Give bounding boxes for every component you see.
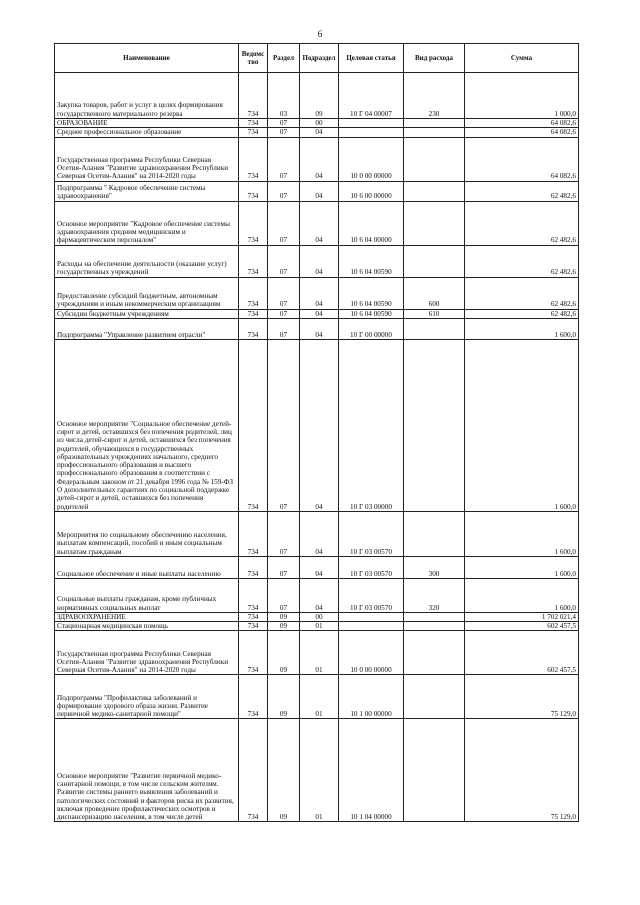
cell-name: Государственная программа Республики Северная Осетия-Алания "Развитие здравоохранения Республики Северная Осетия-Алания" на 2014-2020 годы <box>55 137 239 181</box>
cell-podrazdel: 04 <box>300 137 339 181</box>
header-summa: Сумма <box>465 44 579 73</box>
cell-podrazdel: 01 <box>300 631 339 675</box>
cell-name: Основное мероприятие "Развитие первичной медико-санитарной помощи, в том числе сельским жителям. Развитие системы раннего выявления заболеваний и патологических состояний и факторов риска их развития, включая проведение профилактических осмотров и диспансеризацию населения, в том числе детей <box>55 719 239 822</box>
cell-name: Предоставление субсидий бюджетным, автономным учреждениям и иным некоммерческим организациям <box>55 277 239 309</box>
cell-podrazdel: 04 <box>300 309 339 318</box>
cell-statya <box>339 128 404 137</box>
cell-razdel: 03 <box>268 73 300 119</box>
cell-summa: 602 457,5 <box>465 622 579 631</box>
cell-name: Социальное обеспечение и иные выплаты населению <box>55 556 239 578</box>
cell-vid-raskhoda <box>404 128 465 137</box>
cell-statya: 10 6 00 00000 <box>339 181 404 201</box>
cell-statya: 10 1 04 00000 <box>339 719 404 822</box>
table-row <box>55 119 579 128</box>
table-row <box>55 719 579 822</box>
cell-name: Среднее профессиональное образование <box>55 128 239 137</box>
cell-vid-raskhoda <box>404 631 465 675</box>
cell-statya: 10 6 04 00590 <box>339 277 404 309</box>
cell-podrazdel: 01 <box>300 622 339 631</box>
cell-name: Мероприятия по социальному обеспечению населения, выплатам компенсаций, пособий и иным социальным выплатам гражданам <box>55 511 239 556</box>
table-row <box>55 612 579 621</box>
cell-vid-raskhoda: 320 <box>404 578 465 612</box>
cell-razdel: 07 <box>268 119 300 128</box>
cell-summa: 1 600,0 <box>465 339 579 511</box>
cell-vedomstvo: 734 <box>239 675 268 719</box>
cell-name: Основное мероприятие "Кадровое обеспечение системы здравоохранения средним медицинским и фармацевтическим персоналом" <box>55 201 239 245</box>
cell-statya: 10 0 00 00000 <box>339 631 404 675</box>
header-podrazdel: Подраздел <box>300 44 339 73</box>
cell-vedomstvo: 734 <box>239 128 268 137</box>
cell-razdel: 07 <box>268 339 300 511</box>
table-row <box>55 556 579 578</box>
cell-razdel: 09 <box>268 675 300 719</box>
cell-podrazdel: 04 <box>300 578 339 612</box>
table-row <box>55 675 579 719</box>
cell-statya: 10 Г 04 00007 <box>339 73 404 119</box>
table-row <box>55 511 579 556</box>
cell-vedomstvo: 734 <box>239 318 268 339</box>
cell-summa: 1 600,0 <box>465 511 579 556</box>
cell-summa: 75 129,0 <box>465 675 579 719</box>
cell-vid-raskhoda: 300 <box>404 556 465 578</box>
cell-statya: 10 Г 00 00000 <box>339 318 404 339</box>
cell-statya: 10 6 04 00000 <box>339 201 404 245</box>
cell-name: Государственная программа Республики Северная Осетия-Алания "Развитие здравоохранения Республики Северная Осетия-Алания" на 2014-2020 годы <box>55 631 239 675</box>
cell-podrazdel: 04 <box>300 245 339 277</box>
cell-razdel: 07 <box>268 277 300 309</box>
cell-vid-raskhoda <box>404 339 465 511</box>
cell-podrazdel: 01 <box>300 719 339 822</box>
cell-podrazdel: 00 <box>300 612 339 621</box>
cell-name: Подпрограмма " Кадровое обеспечение системы здравоохранения" <box>55 181 239 201</box>
table-row <box>55 622 579 631</box>
header-vid-raskhoda: Вид расхода <box>404 44 465 73</box>
table-row <box>55 578 579 612</box>
cell-vid-raskhoda <box>404 245 465 277</box>
cell-vid-raskhoda <box>404 318 465 339</box>
cell-razdel: 07 <box>268 201 300 245</box>
header-razdel: Раздел <box>268 44 300 73</box>
cell-statya <box>339 622 404 631</box>
table-row <box>55 201 579 245</box>
table-row <box>55 137 579 181</box>
table-row <box>55 318 579 339</box>
cell-razdel: 07 <box>268 578 300 612</box>
cell-vedomstvo: 734 <box>239 631 268 675</box>
cell-podrazdel: 01 <box>300 675 339 719</box>
cell-name: Подпрограмма "Управление развитием отрасли" <box>55 318 239 339</box>
cell-statya: 10 Г 03 00570 <box>339 556 404 578</box>
cell-podrazdel: 04 <box>300 201 339 245</box>
cell-vedomstvo: 734 <box>239 201 268 245</box>
cell-podrazdel: 04 <box>300 128 339 137</box>
cell-summa: 1 000,0 <box>465 73 579 119</box>
cell-statya: 10 Г 03 00570 <box>339 511 404 556</box>
cell-name: ЗДРАВООХРАНЕНИЕ <box>55 612 239 621</box>
table-row <box>55 277 579 309</box>
cell-statya: 10 1 00 00000 <box>339 675 404 719</box>
table-row <box>55 245 579 277</box>
cell-razdel: 07 <box>268 511 300 556</box>
cell-vid-raskhoda <box>404 201 465 245</box>
cell-statya: 10 Г 03 00000 <box>339 339 404 511</box>
cell-podrazdel: 04 <box>300 181 339 201</box>
cell-razdel: 07 <box>268 318 300 339</box>
cell-name: Расходы на обеспечение деятельности (оказание услуг) государственных учреждений <box>55 245 239 277</box>
cell-razdel: 09 <box>268 719 300 822</box>
cell-podrazdel: 04 <box>300 339 339 511</box>
cell-vedomstvo: 734 <box>239 612 268 621</box>
cell-vedomstvo: 734 <box>239 511 268 556</box>
cell-razdel: 09 <box>268 612 300 621</box>
cell-summa: 64 082,6 <box>465 128 579 137</box>
table-row <box>55 181 579 201</box>
cell-summa: 1 702 021,4 <box>465 612 579 621</box>
cell-vedomstvo: 734 <box>239 119 268 128</box>
cell-summa: 75 129,0 <box>465 719 579 822</box>
cell-summa: 1 600,0 <box>465 318 579 339</box>
cell-statya <box>339 612 404 621</box>
cell-vid-raskhoda <box>404 719 465 822</box>
cell-vid-raskhoda <box>404 137 465 181</box>
cell-statya <box>339 119 404 128</box>
cell-podrazdel: 00 <box>300 119 339 128</box>
cell-statya: 10 6 04 00590 <box>339 309 404 318</box>
cell-podrazdel: 04 <box>300 277 339 309</box>
cell-summa: 64 082,6 <box>465 119 579 128</box>
cell-razdel: 09 <box>268 631 300 675</box>
cell-name: Стационарная медицинская помощь <box>55 622 239 631</box>
table-row <box>55 309 579 318</box>
table-row <box>55 128 579 137</box>
cell-summa: 62 482,6 <box>465 309 579 318</box>
cell-vedomstvo: 734 <box>239 556 268 578</box>
cell-podrazdel: 04 <box>300 556 339 578</box>
cell-vid-raskhoda <box>404 511 465 556</box>
table-row <box>55 339 579 511</box>
cell-razdel: 09 <box>268 622 300 631</box>
cell-summa: 602 457,5 <box>465 631 579 675</box>
header-name: Наименование <box>55 44 239 73</box>
cell-name: Закупка товаров, работ и услуг в целях формирования государственного материального резерва <box>55 73 239 119</box>
cell-razdel: 07 <box>268 128 300 137</box>
cell-summa: 64 082,6 <box>465 137 579 181</box>
page-number: 6 <box>317 29 323 39</box>
cell-vid-raskhoda <box>404 181 465 201</box>
cell-razdel: 07 <box>268 245 300 277</box>
cell-vid-raskhoda: 230 <box>404 73 465 119</box>
cell-name: Подпрограмма "Профилактика заболеваний и формирование здорового образа жизни. Развитие первичной медико-санитарной помощи" <box>55 675 239 719</box>
budget-table <box>54 43 579 822</box>
cell-podrazdel: 09 <box>300 73 339 119</box>
cell-vedomstvo: 734 <box>239 73 268 119</box>
cell-statya: 10 6 04 00590 <box>339 245 404 277</box>
cell-podrazdel: 04 <box>300 511 339 556</box>
cell-vid-raskhoda <box>404 612 465 621</box>
cell-summa: 1 600,0 <box>465 556 579 578</box>
cell-summa: 62 482,6 <box>465 181 579 201</box>
cell-razdel: 07 <box>268 137 300 181</box>
cell-vid-raskhoda: 610 <box>404 309 465 318</box>
cell-name: ОБРАЗОВАНИЕ <box>55 119 239 128</box>
cell-statya: 10 Г 03 00570 <box>339 578 404 612</box>
header-vedomstvo: Ведомс тво <box>239 44 268 73</box>
cell-name: Субсидии бюджетным учреждениям <box>55 309 239 318</box>
cell-vid-raskhoda <box>404 675 465 719</box>
cell-razdel: 07 <box>268 556 300 578</box>
cell-vedomstvo: 734 <box>239 719 268 822</box>
cell-summa: 62 482,6 <box>465 277 579 309</box>
cell-vedomstvo: 734 <box>239 277 268 309</box>
cell-name: Основное мероприятие "Социальное обеспечение детей-сирот и детей, оставшихся без попечения родителей, лиц из числа детей-сирот и детей, оставшихся без попечения родителей, обучающихся в государственных образовательных учреждениях начального, среднего профессионального образования и высшего профессионального образования в соответствии с Федеральным законом от 21 декабря 1996 года № 159-ФЗ О дополнительных гарантиях по социальной поддержке детей-сирот и детей, оставшихся без попечения родителей <box>55 339 239 511</box>
cell-vedomstvo: 734 <box>239 245 268 277</box>
cell-vedomstvo: 734 <box>239 309 268 318</box>
cell-vid-raskhoda <box>404 119 465 128</box>
table-header-row <box>55 44 579 73</box>
cell-summa: 62 482,6 <box>465 245 579 277</box>
cell-vedomstvo: 734 <box>239 137 268 181</box>
header-statya: Целевая статья <box>339 44 404 73</box>
cell-vid-raskhoda: 600 <box>404 277 465 309</box>
cell-vid-raskhoda <box>404 622 465 631</box>
cell-razdel: 07 <box>268 309 300 318</box>
table-row <box>55 73 579 119</box>
cell-vedomstvo: 734 <box>239 578 268 612</box>
cell-vedomstvo: 734 <box>239 181 268 201</box>
cell-vedomstvo: 734 <box>239 622 268 631</box>
table-row <box>55 631 579 675</box>
cell-vedomstvo: 734 <box>239 339 268 511</box>
cell-summa: 1 600,0 <box>465 578 579 612</box>
cell-podrazdel: 04 <box>300 318 339 339</box>
cell-statya: 10 0 00 00000 <box>339 137 404 181</box>
cell-summa: 62 482,6 <box>465 201 579 245</box>
cell-name: Социальные выплаты гражданам, кроме публичных нормативных социальных выплат <box>55 578 239 612</box>
cell-razdel: 07 <box>268 181 300 201</box>
